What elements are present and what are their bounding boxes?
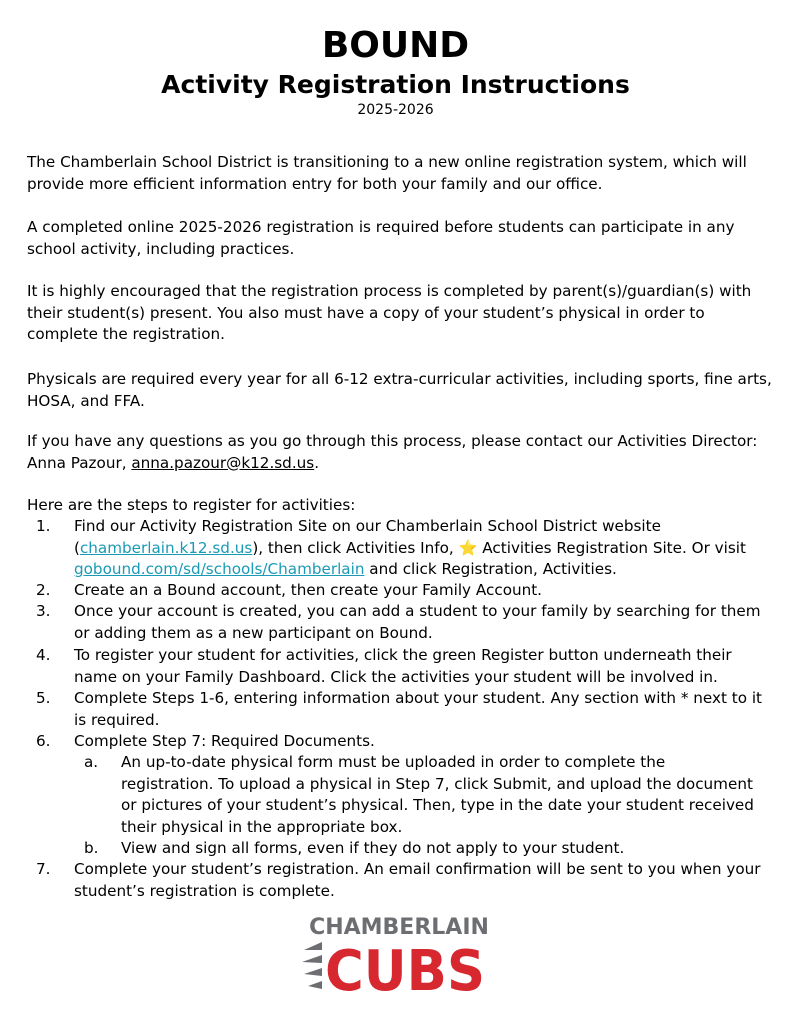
intro-paragraph: The Chamberlain School District is transitioning to a new online registration system, which will provide more efficient information entry for both your family and our office.: [27, 153, 747, 193]
logo-bottom-text: CUBS: [325, 939, 485, 998]
step-number: 6.: [36, 732, 51, 750]
document-title: BOUND: [321, 25, 470, 66]
contact-paragraph: [27, 431, 772, 474]
substep-letter: a.: [84, 753, 99, 771]
substep-6b: [84, 838, 761, 860]
step-text: Activities Registration Site. Or visit: [477, 538, 746, 557]
step-number: 5.: [36, 689, 51, 707]
chamberlain-cubs-logo: [300, 910, 490, 998]
substep-text: View and sign all forms, even if they do not apply to your student.: [121, 839, 625, 857]
step-7: [36, 859, 774, 902]
contact-end: .: [314, 453, 320, 472]
paw-claw-icon: [302, 942, 322, 989]
substep-text: An up-to-date physical form must be uploaded in order to complete the registration. To upload a physical in Step 7, click Submit, and upload the document or pictures of your student’s physical. Then, type in the date your student received their physical in the appropriate box.: [121, 753, 754, 836]
contact-text: If you have any questions as you go through this process, please contact our Activities Director: Anna Pazour,: [27, 432, 758, 472]
school-year: 2025-2026: [357, 102, 434, 118]
step-3: [36, 601, 774, 644]
district-website-link[interactable]: chamberlain.k12.sd.us: [79, 538, 253, 557]
logo-top-text: CHAMBERLAIN: [309, 915, 489, 940]
step-text: Once your account is created, you can add a student to your family by searching for them or adding them as a new participant on Bound.: [74, 602, 761, 642]
step-text: Complete Steps 1-6, entering information about your student. Any section with * next to it is required.: [74, 689, 762, 729]
bound-site-link[interactable]: gobound.com/sd/schools/Chamberlain: [74, 560, 365, 578]
physicals-paragraph: Physicals are required every year for all 6-12 extra-curricular activities, including sports, fine arts, HOSA, and FFA.: [27, 370, 772, 410]
document-subtitle: Activity Registration Instructions: [161, 70, 630, 99]
step-text: ), then click Activities Info,: [252, 538, 459, 557]
step-2: [36, 580, 774, 602]
director-email-link[interactable]: anna.pazour@k12.sd.us: [131, 453, 315, 472]
substep-letter: b.: [84, 839, 99, 857]
substep-6a: [84, 752, 761, 838]
step-6: [36, 731, 774, 753]
step-1: [36, 516, 774, 581]
step-number: 3.: [36, 602, 51, 620]
step-5: [36, 688, 774, 731]
requirement-paragraph: A completed online 2025-2026 registration is required before students can participate in any school activity, including practices.: [27, 218, 735, 258]
steps-intro: Here are the steps to register for activities:: [27, 496, 356, 514]
step-text: Create an a Bound account, then create your Family Account.: [74, 581, 543, 599]
step-4: [36, 645, 774, 688]
step-text: To register your student for activities, click the green Register button underneath their name on your Family Dashboard. Click the activities your student will be involved in.: [74, 646, 732, 686]
step-number: 4.: [36, 646, 51, 664]
star-icon: ⭐: [458, 538, 478, 557]
parent-encouragement-paragraph: It is highly encouraged that the registration process is completed by parent(s)/guardian(s) with their student(s) present. You also must have a copy of your student’s physical in order to complete the registration.: [27, 282, 752, 343]
step-text: Complete your student’s registration. An email confirmation will be sent to you when your student’s registration is complete.: [74, 860, 761, 900]
step-text: Find our Activity Registration Site on our Chamberlain School District website (: [74, 517, 661, 557]
step-number: 1.: [36, 517, 51, 535]
step-text: and click Registration, Activities.: [364, 560, 617, 578]
step-text: Complete Step 7: Required Documents.: [74, 732, 375, 750]
step-number: 2.: [36, 581, 51, 599]
step-number: 7.: [36, 860, 51, 878]
